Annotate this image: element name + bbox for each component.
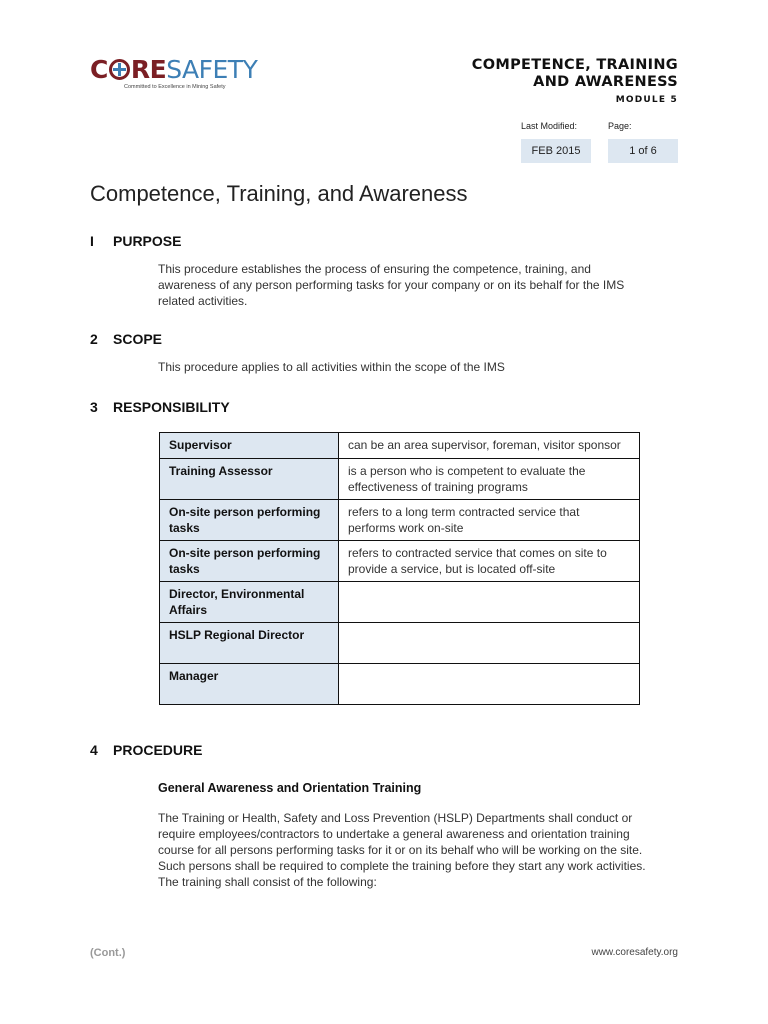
table-row (160, 459, 640, 500)
description-cell: refers to a long term contracted service that performs work on-site (339, 500, 640, 541)
website-url[interactable]: www.coresafety.org (591, 947, 678, 958)
role-cell: On-site person performing tasks (160, 541, 339, 582)
module-title-line2: AND AWARENESS (533, 74, 678, 90)
description-cell: is a person who is competent to evaluate the effectiveness of training programs (339, 459, 640, 500)
description-cell (339, 664, 640, 705)
procedure-subheading: General Awareness and Orientation Training (158, 781, 422, 795)
description-cell (339, 582, 640, 623)
section-number: 3 (90, 399, 98, 415)
logo-tagline: Committed to Excellence in Mining Safety (124, 84, 226, 90)
page-label: Page: (608, 121, 632, 131)
responsibility-table (159, 432, 640, 705)
section-title: PROCEDURE (113, 742, 203, 758)
section-procedure-heading (90, 742, 202, 758)
section-title: RESPONSIBILITY (113, 399, 230, 415)
section-purpose-heading (90, 233, 181, 249)
document-title: Competence, Training, and Awareness (90, 181, 468, 206)
section-number: 2 (90, 331, 98, 347)
last-modified-label: Last Modified: (521, 121, 578, 131)
section-number: I (90, 233, 94, 249)
table-row (160, 433, 640, 459)
table-row (160, 500, 640, 541)
scope-text: This procedure applies to all activities within the scope of the IMS (158, 360, 505, 374)
role-cell: Training Assessor (160, 459, 339, 500)
role-cell: Manager (160, 664, 339, 705)
purpose-text: This procedure establishes the process of ensuring the competence, training, and awareness of any person performing tasks for your company or on its behalf for the IMS related activities. (158, 262, 625, 308)
table-row (160, 664, 640, 705)
logo-wordmark: C RESAFETY (90, 55, 258, 84)
page-value: 1 of 6 (608, 139, 678, 163)
section-title: PURPOSE (113, 233, 182, 249)
procedure-text: The Training or Health, Safety and Loss Prevention (HSLP) Departments shall conduct or require employees/contractors to undertake a general awareness and orientation training course for all persons performing tasks for it or on its behalf who will be working on the site. Such persons shall be required to complete the training before they start any work activities. The training shall consist of the following: (158, 811, 646, 889)
table-row (160, 541, 640, 582)
last-modified-value: FEB 2015 (521, 139, 591, 163)
description-cell: can be an area supervisor, foreman, visitor sponsor (339, 433, 640, 459)
module-title (472, 57, 678, 91)
coresafety-logo (90, 55, 258, 97)
section-number: 4 (90, 742, 98, 758)
description-cell (339, 623, 640, 664)
role-cell: On-site person performing tasks (160, 500, 339, 541)
module-title-line1: COMPETENCE, TRAINING (471, 57, 678, 73)
role-cell: Supervisor (160, 433, 339, 459)
module-number: MODULE 5 (615, 95, 678, 105)
section-responsibility-heading (90, 399, 230, 415)
description-cell: refers to contracted service that comes on site to provide a service, but is located off-site (339, 541, 640, 582)
table-row (160, 623, 640, 664)
continued-label: (Cont.) (90, 947, 126, 959)
section-scope-heading (90, 331, 162, 347)
section-title: SCOPE (113, 331, 163, 347)
role-cell: Director, Environmental Affairs (160, 582, 339, 623)
role-cell: HSLP Regional Director (160, 623, 339, 664)
cross-icon (109, 59, 130, 80)
table-row (160, 582, 640, 623)
